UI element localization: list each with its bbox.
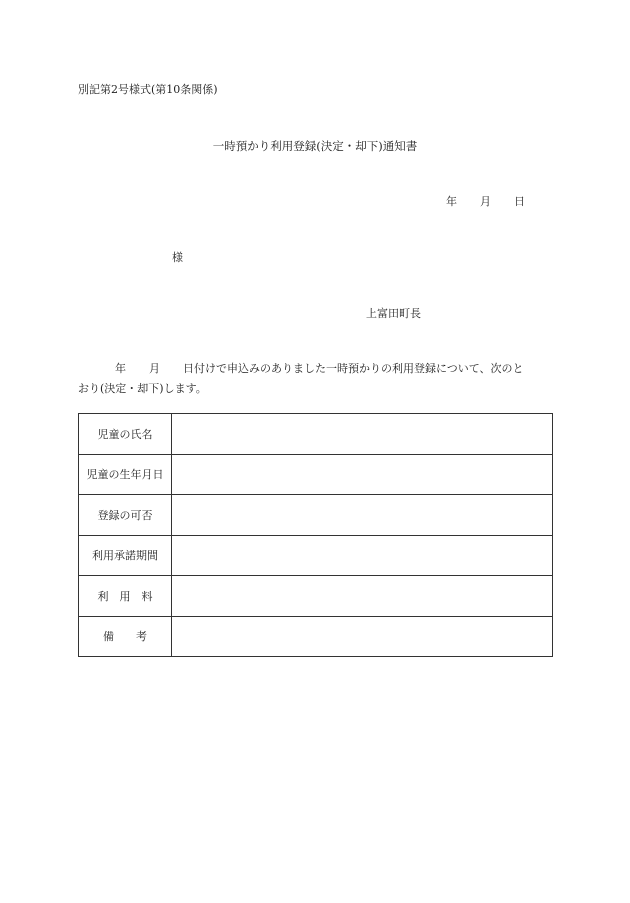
row-label-fee: 利 用 料 [79,576,172,617]
date-day: 日 [514,195,525,208]
issuer-name: 上富田町長 [366,307,421,320]
body-month: 月 [149,362,160,375]
table-row [79,616,553,657]
addressee-suffix: 様 [172,251,183,264]
row-value-fee [172,576,553,617]
date-line [446,193,525,209]
row-value-approval-period [172,535,553,576]
table-row [79,576,553,617]
form-number-label: 別記第2号様式(第10条関係) [78,83,218,96]
row-label-child-birthdate: 児童の生年月日 [79,454,172,495]
body-line-1-text: 日付けで申込みのありました一時預かりの利用登録について、次のと [183,362,524,375]
table-row [79,414,553,455]
body-paragraph [78,359,556,399]
date-year: 年 [446,195,457,208]
date-month: 月 [480,195,491,208]
row-value-child-name [172,414,553,455]
row-value-child-birthdate [172,454,553,495]
body-line-2: おり(決定・却下)します。 [78,382,207,395]
table-row [79,454,553,495]
row-label-approval-period: 利用承諾期間 [79,535,172,576]
info-table [78,413,553,657]
table-row [79,535,553,576]
row-label-registration-result: 登録の可否 [79,495,172,536]
row-value-remarks [172,616,553,657]
table-row [79,495,553,536]
body-line-1 [78,359,556,379]
document-title: 一時預かり利用登録(決定・却下)通知書 [212,139,418,153]
row-label-child-name: 児童の氏名 [79,414,172,455]
row-value-registration-result [172,495,553,536]
row-label-remarks: 備 考 [79,616,172,657]
body-year: 年 [115,362,126,375]
